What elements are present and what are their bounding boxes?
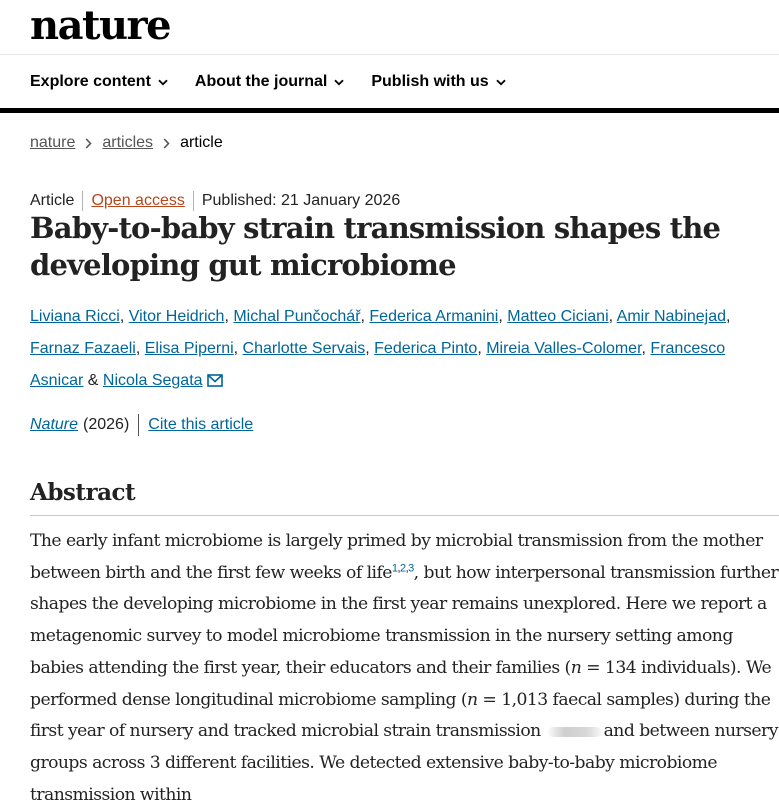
abstract-text bbox=[30, 526, 779, 811]
journal-name-link[interactable]: Nature bbox=[30, 416, 79, 433]
author-separator: , bbox=[360, 308, 370, 325]
header-divider bbox=[0, 54, 779, 55]
meta-divider bbox=[193, 191, 194, 211]
nav-publish-label: Publish with us bbox=[371, 73, 489, 90]
nav-about-label: About the journal bbox=[194, 73, 328, 90]
chevron-right-icon bbox=[85, 138, 92, 149]
nav-explore-content[interactable] bbox=[30, 70, 168, 94]
published-date: Published: 21 January 2026 bbox=[201, 192, 401, 209]
journal-year: (2026) bbox=[83, 416, 130, 433]
author-link[interactable]: Amir Nabinejad bbox=[616, 308, 727, 325]
journal-divider bbox=[138, 414, 139, 436]
abstract-part-3: = 134 individuals). We performed dense longitudinal microbiome sampling ( bbox=[30, 657, 772, 710]
author-separator: , bbox=[498, 308, 508, 325]
abstract-divider bbox=[30, 515, 779, 516]
chevron-down-icon bbox=[158, 79, 168, 86]
blurred-text bbox=[548, 727, 602, 737]
author-list bbox=[30, 301, 775, 399]
abstract-part-4: = 1,013 faecal samples) during the first year of nursery and tracked microbial strain transmission bbox=[30, 689, 771, 742]
author-link[interactable]: Michal Punčochář bbox=[233, 308, 361, 325]
author-link[interactable]: Federica Armanini bbox=[369, 308, 499, 325]
author-link[interactable]: Liviana Ricci bbox=[30, 308, 120, 325]
abstract-part-2: , but how interpersonal transmission further shapes the developing microbiome in the first year remains unexplored. Here we report a metagenomic survey to model microbiome transmission in the nursery setting among babies attending the first year, their educators and their families ( bbox=[30, 562, 779, 678]
article-type: Article bbox=[30, 192, 75, 209]
n-variable: n bbox=[466, 689, 478, 710]
author-link[interactable]: Federica Pinto bbox=[374, 340, 478, 357]
abstract-part-1: The early infant microbiome is largely primed by microbial transmission from the mother between birth and the first few weeks of life bbox=[30, 531, 763, 583]
author-separator: , bbox=[365, 340, 375, 357]
journal-citation bbox=[30, 414, 253, 436]
author-separator: , bbox=[608, 308, 617, 325]
meta-divider bbox=[82, 191, 83, 211]
breadcrumb-nature[interactable]: nature bbox=[30, 134, 76, 151]
author-separator: , bbox=[641, 340, 651, 357]
abstract-heading: Abstract bbox=[30, 479, 136, 506]
author-separator: , bbox=[119, 308, 129, 325]
author-link[interactable]: Mireia Valles-Colomer bbox=[486, 340, 642, 357]
article-meta bbox=[30, 191, 400, 211]
author-link[interactable]: Nicola Segata bbox=[102, 372, 203, 389]
author-ampersand: & bbox=[83, 372, 103, 389]
author-separator: , bbox=[477, 340, 487, 357]
nature-logo[interactable]: nature bbox=[30, 2, 171, 49]
nav-explore-label: Explore content bbox=[30, 73, 151, 90]
reference-link[interactable]: 2 bbox=[400, 561, 406, 574]
chevron-down-icon bbox=[496, 79, 506, 86]
article-title: Baby-to-baby strain transmission shapes the developing gut microbiome bbox=[30, 211, 721, 282]
chevron-right-icon bbox=[163, 138, 170, 149]
author-separator: , bbox=[224, 308, 234, 325]
cite-this-article-link[interactable]: Cite this article bbox=[148, 416, 254, 433]
email-icon[interactable] bbox=[207, 367, 223, 399]
breadcrumb bbox=[30, 134, 223, 152]
breadcrumb-current: article bbox=[180, 134, 223, 151]
author-link[interactable]: Farnaz Fazaeli bbox=[30, 340, 136, 357]
nav-publish-with-us[interactable] bbox=[371, 70, 505, 94]
author-link[interactable]: Vitor Heidrich bbox=[128, 308, 225, 325]
author-link[interactable]: Elisa Piperni bbox=[144, 340, 234, 357]
n-variable: n bbox=[570, 657, 582, 678]
chevron-down-icon bbox=[334, 79, 344, 86]
reference-superscript: 1,2,3 bbox=[391, 561, 414, 574]
author-separator: , bbox=[135, 340, 145, 357]
reference-link[interactable]: 3 bbox=[408, 561, 414, 574]
nav-divider bbox=[0, 108, 779, 113]
abstract-part-5: and between nursery groups across 3 different facilities. We detected extensive baby-to-baby microbiome transmission within bbox=[30, 721, 778, 805]
nav-about-journal[interactable] bbox=[195, 70, 344, 94]
open-access-link[interactable]: Open access bbox=[91, 192, 185, 209]
breadcrumb-articles[interactable]: articles bbox=[102, 134, 154, 151]
author-link[interactable]: Francesco Asnicar bbox=[30, 340, 726, 389]
author-separator: , bbox=[726, 308, 731, 325]
reference-link[interactable]: 1 bbox=[391, 561, 398, 574]
author-link[interactable]: Matteo Ciciani bbox=[507, 308, 609, 325]
main-nav bbox=[30, 70, 533, 94]
author-separator: , bbox=[233, 340, 243, 357]
author-link[interactable]: Charlotte Servais bbox=[242, 340, 366, 357]
